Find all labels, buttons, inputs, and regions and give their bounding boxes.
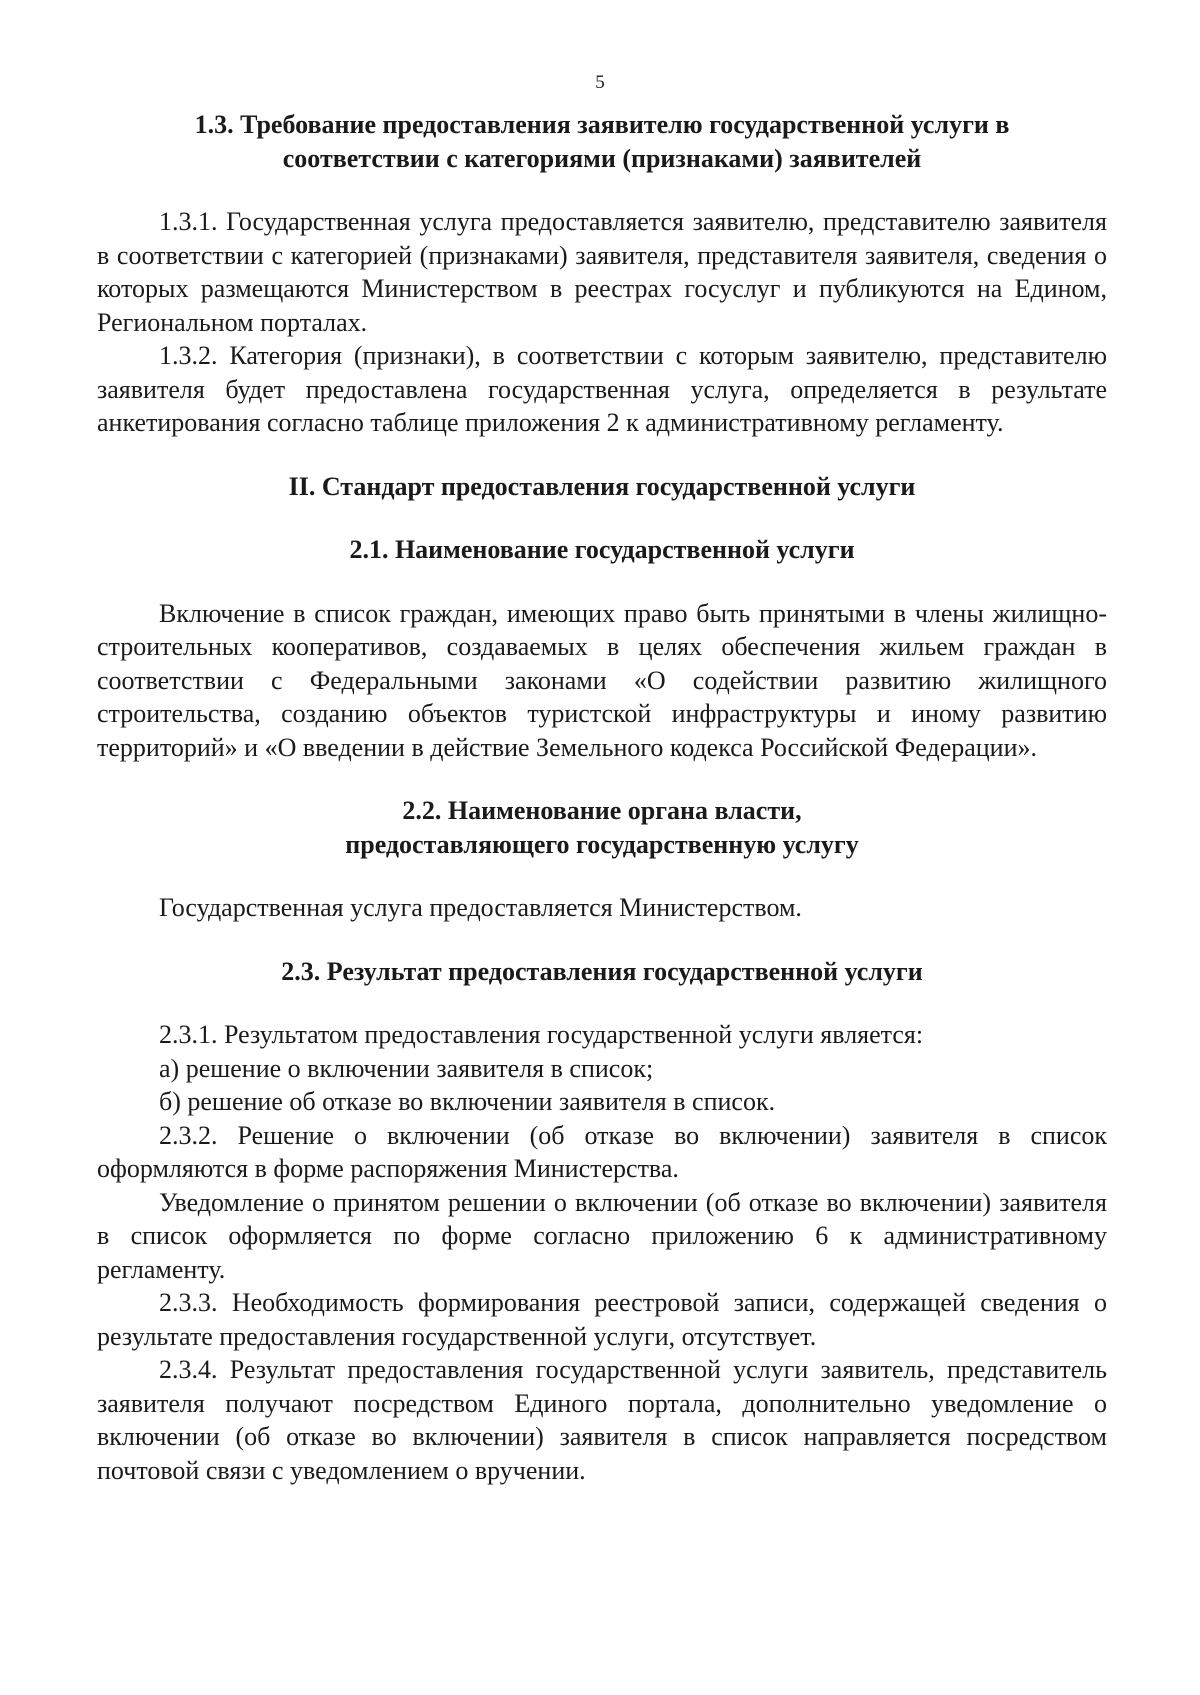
list-item-b: б) решение об отказе во включении заявителя в список. [159,1087,776,1116]
paragraph-1-3-1: 1.3.1. Государственная услуга предоставляется заявителю, представителю заявителя в соответствии с категорией (признаками) заявителя, представителя заявителя, сведения о которых размещаются Министерством в реестрах госуслуг и публикуются на Едином, Региональном порталах. [97,207,1107,337]
heading-2-1: 2.1. Наименование государственной услуги [349,535,855,564]
heading-2-2-line1: 2.2. Наименование органа власти, [402,796,802,825]
paragraph-1-3-2: 1.3.2. Категория (признаки), в соответствии с которым заявителю, представителю заявителя будет предоставлена государственная услуга, определяется в результате анкетирования согласно таблице приложения 2 к административному регламенту. [97,341,1107,437]
heading-2-2 [97,794,1107,861]
paragraph-2-1: Включение в список граждан, имеющих право быть принятыми в члены жилищно-строительных кооперативов, создаваемых в целях обеспечения жильем граждан в соответствии с Федеральными законами «О содействии развитию жилищного строительства, созданию объектов туристской инфраструктуры и иному развитию территорий» и «О введении в действие Земельного кодекса Российской Федерации». [97,598,1107,762]
heading-1-3-line1: 1.3. Требование предоставления заявителю государственной услуги в [194,110,1010,139]
heading-2-2-line2: предоставляющего государственную услугу [345,829,859,859]
paragraph-2-3-4: 2.3.4. Результат предоставления государственной услуги заявитель, представитель заявителя получают посредством Единого портала, дополнительно уведомление о включении (об отказе во включении) заявителя в список направляется посредством почтовой связи с уведомлением о вручении. [97,1355,1107,1485]
page-number: 5 [595,72,605,93]
list-item-a: а) решение о включении заявителя в список; [159,1053,654,1083]
heading-section-2: II. Стандарт предоставления государственной услуги [288,471,916,501]
heading-2-3: 2.3. Результат предоставления государственной услуги [281,956,923,986]
heading-1-3 [97,108,1107,175]
paragraph-2-3-1: 2.3.1. Результатом предоставления государственной услуги является: [159,1020,924,1049]
document-body [97,108,1107,1487]
paragraph-2-3-3: 2.3.3. Необходимость формирования реестровой записи, содержащей сведения о результате предоставления государственной услуги, отсутствует. [97,1288,1107,1351]
heading-1-3-line2: соответствии с категориями (признаками) заявителей [282,143,922,173]
paragraph-notification: Уведомление о принятом решении о включении (об отказе во включении) заявителя в список оформляется по форме согласно приложению 6 к административному регламенту. [97,1187,1107,1284]
paragraph-2-2: Государственная услуга предоставляется Министерством. [159,893,802,922]
paragraph-2-3-2: 2.3.2. Решение о включении (об отказе во включении) заявителя в список оформляются в форме распоряжения Министерства. [97,1120,1107,1183]
